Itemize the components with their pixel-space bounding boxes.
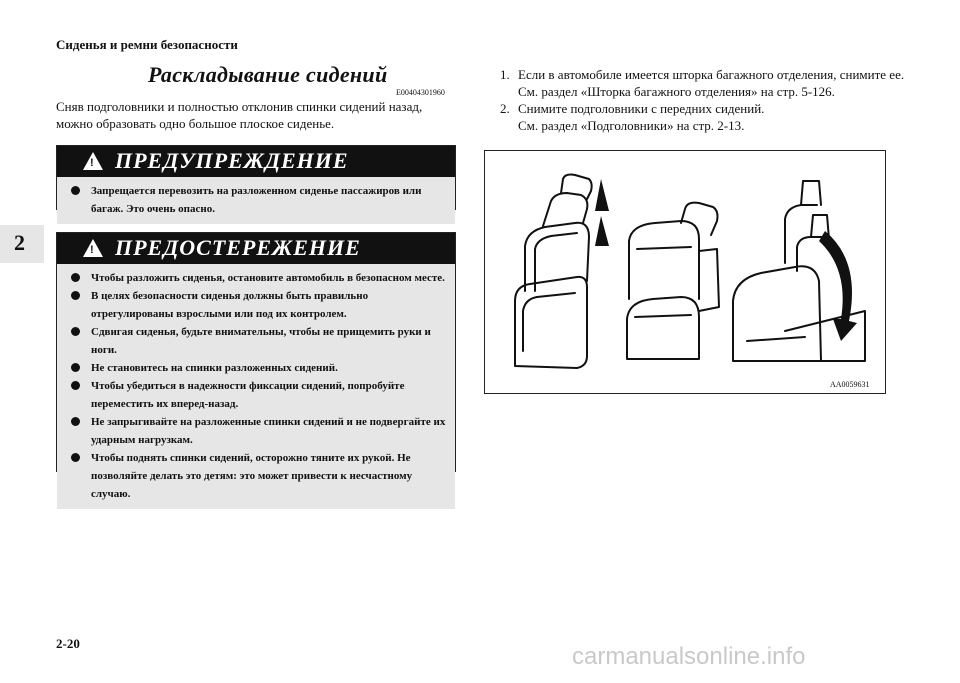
caution-box	[56, 232, 456, 500]
exclamation-icon: !	[90, 244, 94, 256]
caution-item-text: Не становитесь на спинки разложенных сидений.	[91, 362, 338, 374]
warning-item-text: Запрещается перевозить на разложенном сиденье пассажиров или багаж. Это очень опасно.	[91, 185, 422, 215]
caution-item-text: Сдвигая сиденья, будьте внимательны, чтобы не прищемить руки и ноги.	[91, 326, 431, 356]
bullet-icon	[71, 417, 80, 426]
section-code: E00404301960	[396, 88, 445, 97]
step-reference: См. раздел «Шторка багажного отделения» на стр. 5-126.	[518, 84, 835, 99]
exclamation-icon: !	[90, 157, 94, 169]
caution-item	[71, 323, 447, 359]
warning-item	[71, 182, 447, 218]
caution-item	[71, 377, 447, 413]
front-seat-side-view	[515, 175, 592, 369]
step-reference: См. раздел «Подголовники» на стр. 2-13.	[518, 118, 745, 133]
caution-item-text: Чтобы убедиться в надежности фиксации сидений, попробуйте переместить их вперед-назад.	[91, 380, 405, 410]
caution-item-text: Не запрыгивайте на разложенные спинки сидений и не подвергайте их ударным нагрузкам.	[91, 416, 446, 446]
seat-illustration	[484, 150, 886, 394]
bullet-icon	[71, 327, 80, 336]
warning-heading: ПРЕДУПРЕЖДЕНИЕ	[115, 148, 349, 173]
caution-item-text: Чтобы разложить сиденья, остановите автомобиль в безопасном месте.	[91, 272, 445, 284]
page-number: 2-20	[56, 636, 80, 651]
watermark: carmanualsonline.info	[572, 643, 806, 670]
figure-code: AA0059631	[830, 380, 870, 389]
bullet-icon	[71, 453, 80, 462]
caution-item	[71, 269, 447, 287]
intro-paragraph: Сняв подголовники и полностью отклонив спинки сидений назад, можно образовать одно большое плоское сиденье.	[56, 99, 423, 131]
caution-item-text: Чтобы поднять спинки сидений, осторожно тяните их рукой. Не позволяйте делать это детям: это может привести к несчастному случаю.	[91, 452, 413, 500]
bullet-icon	[71, 186, 80, 195]
caution-header	[57, 233, 455, 264]
section-title: Раскладывание сидений	[148, 62, 388, 87]
caution-item	[71, 287, 447, 323]
chapter-number: 2	[14, 230, 25, 255]
bullet-icon	[71, 381, 80, 390]
step-text: Снимите подголовники с передних сидений.	[518, 101, 765, 116]
bullet-icon	[71, 291, 80, 300]
bullet-icon	[71, 363, 80, 372]
rear-seat-front-view	[627, 203, 719, 359]
warning-header	[57, 146, 455, 177]
seat-folding-drawing	[485, 151, 885, 393]
caution-item	[71, 449, 447, 503]
step-number: 1.	[500, 67, 510, 82]
step-number: 2.	[500, 101, 510, 116]
caution-item	[71, 359, 447, 377]
steps-list	[500, 66, 920, 134]
bullet-icon	[71, 273, 80, 282]
caution-item-text: В целях безопасности сиденья должны быть правильно отрегулированы взрослыми или под их контролем.	[91, 290, 369, 320]
caution-item	[71, 413, 447, 449]
warning-body	[57, 177, 455, 224]
step-text: Если в автомобиле имеется шторка багажного отделения, снимите ее.	[518, 67, 905, 82]
running-header: Сиденья и ремни безопасности	[56, 37, 238, 52]
step-item	[500, 100, 920, 134]
caution-body	[57, 264, 455, 509]
step-item	[500, 66, 920, 100]
warning-box	[56, 145, 456, 215]
caution-heading: ПРЕДОСТЕРЕЖЕНИЕ	[115, 235, 361, 260]
